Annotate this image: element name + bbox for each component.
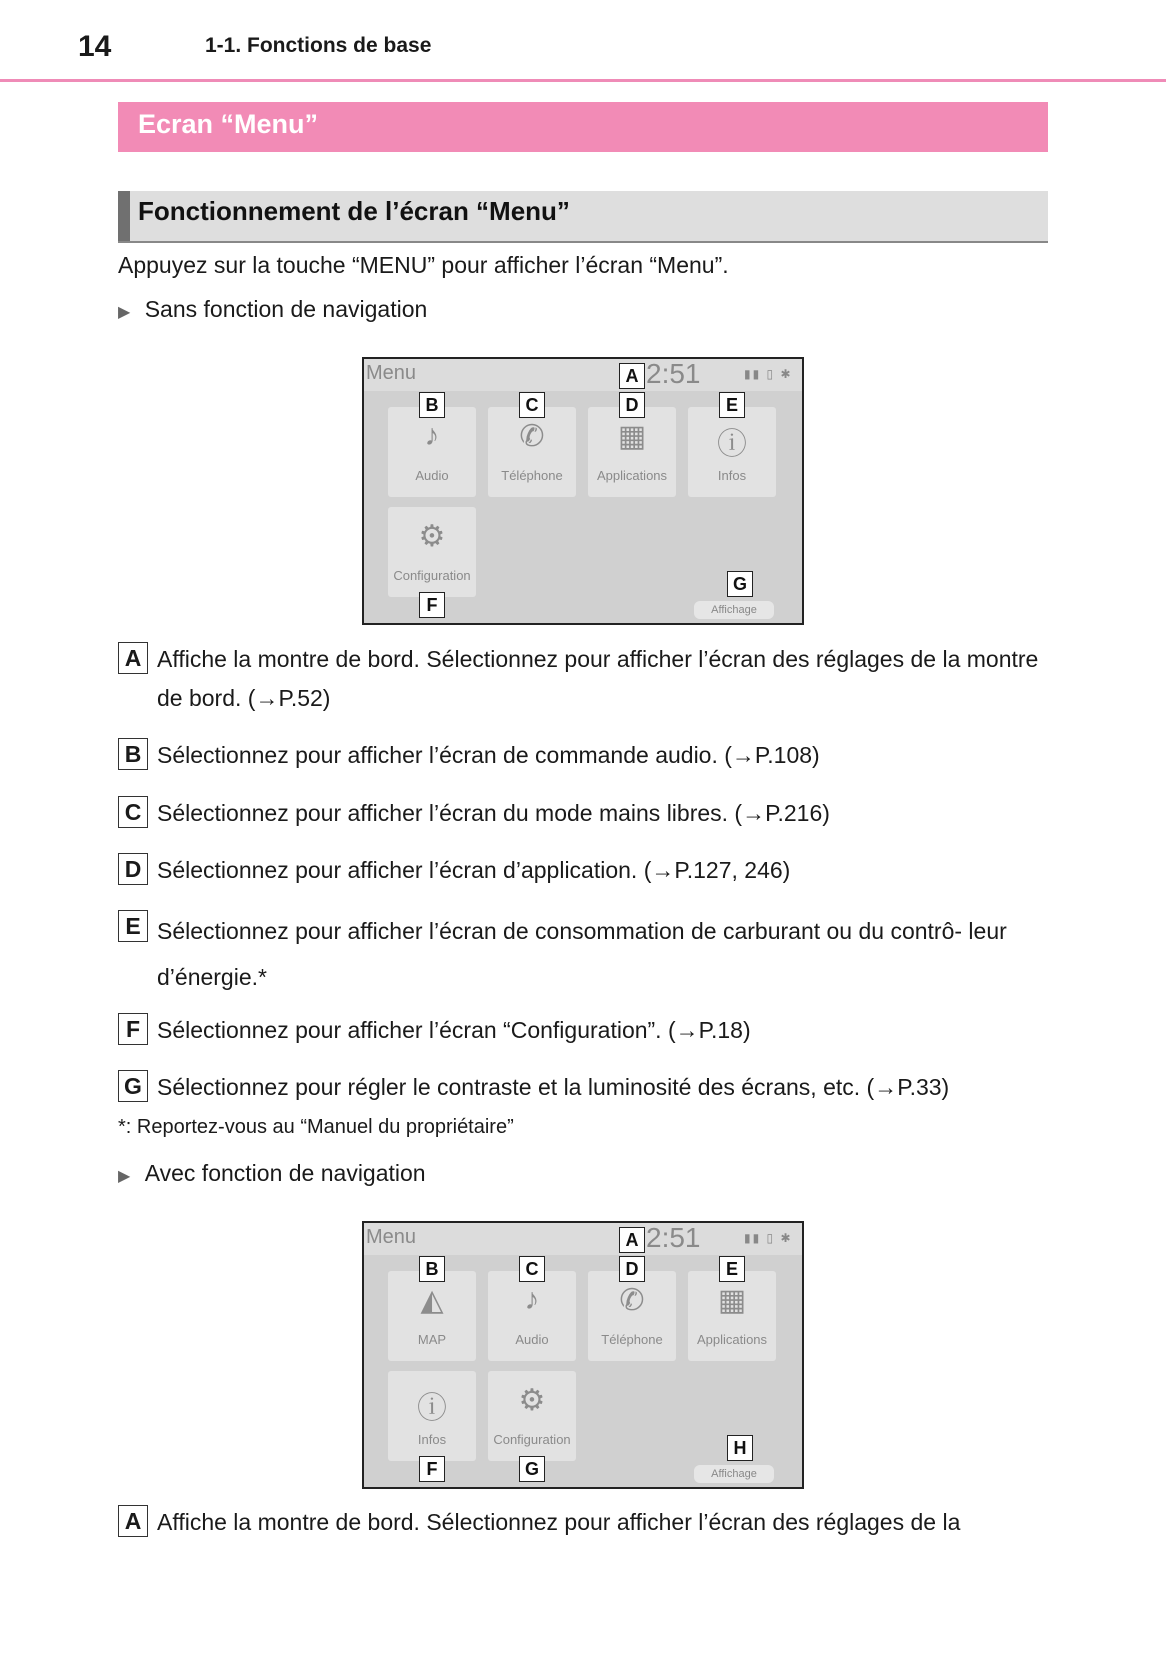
- clock[interactable]: 2:51: [646, 1222, 701, 1253]
- menu-screen-nav: [362, 1221, 804, 1489]
- map-compass-icon: ◭: [420, 1284, 444, 1317]
- tile-configuration[interactable]: ⚙ Configuration: [388, 507, 476, 597]
- section-path: 1-1. Fonctions de base: [205, 34, 432, 57]
- gear-icon: ⚙: [518, 1384, 546, 1417]
- page-number: 14: [78, 30, 112, 63]
- tile-audio[interactable]: ♪ Audio: [388, 407, 476, 497]
- phone-icon: ✆: [519, 420, 545, 453]
- desc-A: A Affiche la montre de bord. Sélectionnez pour afficher l’écran des réglages de la montre de bord. (→P.52): [118, 640, 1048, 718]
- subheading: [118, 191, 1048, 243]
- tile-telephone[interactable]: ✆ Téléphone: [588, 1271, 676, 1361]
- marker-E: E: [719, 1256, 745, 1282]
- label-A: A: [118, 1505, 148, 1537]
- subheading-title: Fonctionnement de l’écran “Menu”: [138, 196, 570, 226]
- screen-title: Menu: [366, 1226, 417, 1248]
- tile-infos[interactable]: ⓘ Infos: [688, 407, 776, 497]
- tile-audio[interactable]: ♪ Audio: [488, 1271, 576, 1361]
- marker-G: G: [519, 1456, 545, 1482]
- clock[interactable]: 2:51: [646, 358, 701, 389]
- marker-B: B: [419, 1256, 445, 1282]
- header-divider: [0, 79, 1166, 82]
- footnote: *: Reportez-vous au “Manuel du propriétaire”: [118, 1116, 514, 1138]
- marker-H: H: [727, 1435, 753, 1461]
- section-banner: [118, 102, 1048, 152]
- label-C: C: [118, 796, 148, 828]
- case2-heading: ▶ Avec fonction de navigation: [118, 1160, 426, 1186]
- tile-configuration[interactable]: ⚙ Configuration: [488, 1371, 576, 1461]
- info-icon: ⓘ: [417, 1392, 447, 1425]
- marker-D: D: [619, 392, 645, 418]
- display-button[interactable]: Affichage: [694, 1465, 774, 1483]
- menu-screen-no-nav: [362, 357, 804, 625]
- marker-F: F: [419, 1456, 445, 1482]
- marker-F: F: [419, 592, 445, 618]
- display-button[interactable]: Affichage: [694, 601, 774, 619]
- label-E: E: [118, 910, 148, 942]
- marker-A: A: [619, 363, 645, 389]
- label-D: D: [118, 853, 148, 885]
- marker-G: G: [727, 571, 753, 597]
- marker-B: B: [419, 392, 445, 418]
- phone-icon: ✆: [619, 1284, 645, 1317]
- info-icon: ⓘ: [717, 428, 747, 461]
- label-A: A: [118, 642, 148, 674]
- gear-icon: ⚙: [418, 520, 446, 553]
- apps-grid-icon: ▦: [617, 420, 647, 453]
- marker-D: D: [619, 1256, 645, 1282]
- banner-title: Ecran “Menu”: [138, 109, 319, 139]
- status-icons: ▮▮ ▯ ✱: [744, 1231, 793, 1245]
- music-note-icon: ♪: [424, 419, 440, 452]
- tile-infos[interactable]: ⓘ Infos: [388, 1371, 476, 1461]
- tile-map[interactable]: ◭ MAP: [388, 1271, 476, 1361]
- case1-heading: ▶ Sans fonction de navigation: [118, 296, 428, 322]
- label-F: F: [118, 1013, 148, 1045]
- tile-applications[interactable]: ▦ Applications: [588, 407, 676, 497]
- marker-C: C: [519, 1256, 545, 1282]
- triangle-bullet-icon: ▶: [118, 1168, 131, 1185]
- marker-C: C: [519, 392, 545, 418]
- apps-grid-icon: ▦: [717, 1284, 747, 1317]
- label-B: B: [118, 738, 148, 770]
- triangle-bullet-icon: ▶: [118, 304, 131, 321]
- tile-telephone[interactable]: ✆ Téléphone: [488, 407, 576, 497]
- marker-E: E: [719, 392, 745, 418]
- screen-title: Menu: [366, 362, 417, 384]
- marker-A: A: [619, 1227, 645, 1253]
- subheading-bar: [118, 191, 130, 241]
- label-G: G: [118, 1070, 148, 1102]
- status-icons: ▮▮ ▯ ✱: [744, 367, 793, 381]
- intro-text: Appuyez sur la touche “MENU” pour afficher l’écran “Menu”.: [118, 252, 729, 278]
- tile-applications[interactable]: ▦ Applications: [688, 1271, 776, 1361]
- music-note-icon: ♪: [524, 1283, 540, 1316]
